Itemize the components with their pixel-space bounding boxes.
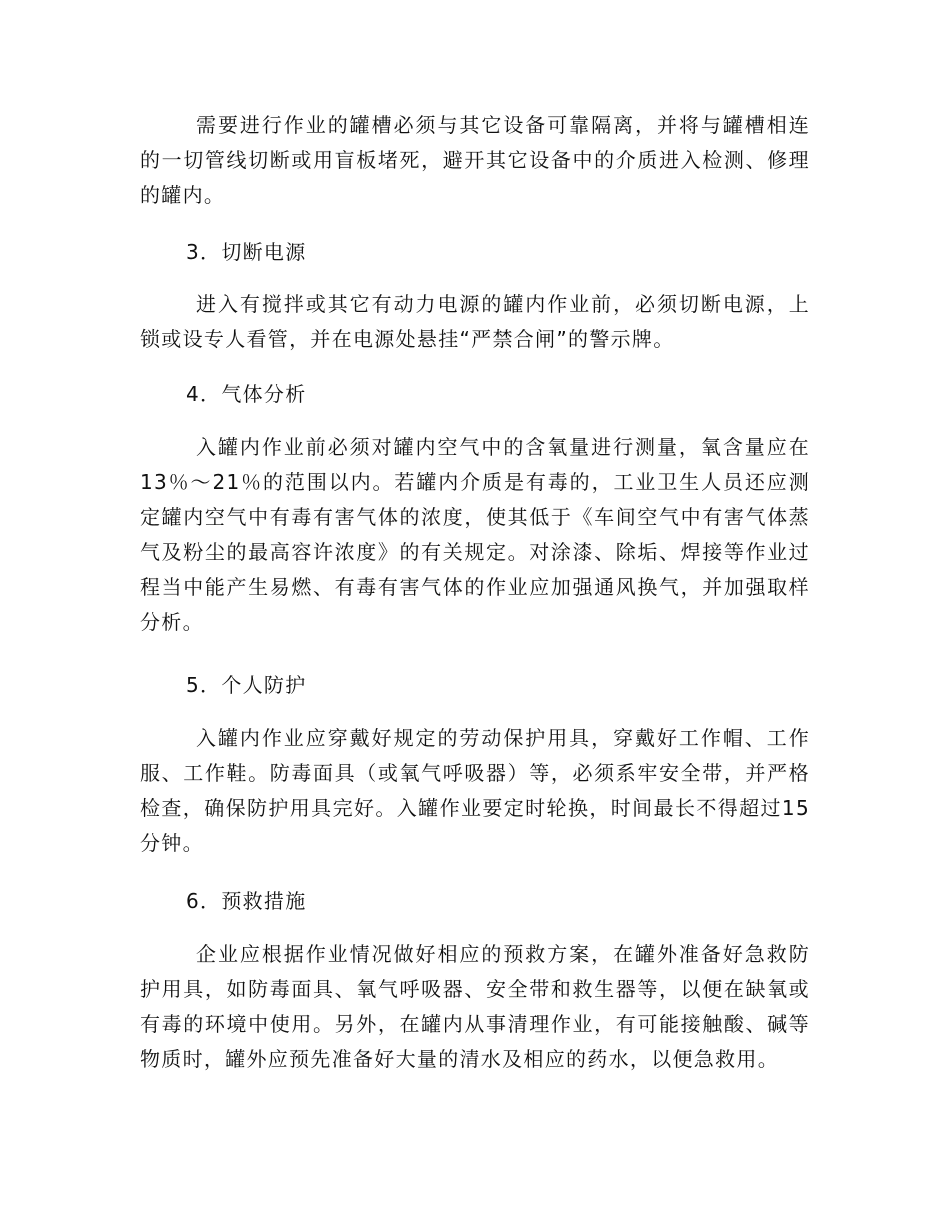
paragraph-rescue-measures: 企业应根据作业情况做好相应的预救方案，在罐外准备好急救防护用具，如防毒面具、氧气呼吸器、安全带和救生器等，以便在缺氧或有毒的环境中使用。另外，在罐内从事清理作业，有可能接触酸、碱等物质时，罐外应预先准备好大量的清水及相应的药水，以便急救用。 [140, 942, 810, 1071]
heading-cut-power: 3．切断电源 [186, 240, 307, 264]
heading-gas-analysis: 4．气体分析 [186, 382, 307, 406]
paragraph-cut-power: 进入有搅拌或其它有动力电源的罐内作业前，必须切断电源，上锁或设专人看管，并在电源处悬挂“严禁合闸”的警示牌。 [140, 292, 810, 351]
paragraph-personal-protection: 入罐内作业应穿戴好规定的劳动保护用具，穿戴好工作帽、工作服、工作鞋。防毒面具（或氧气呼吸器）等，必须系牢安全带，并严格检查，确保防护用具完好。入罐作业要定时轮换，时间最长不得超过15分钟。 [140, 726, 810, 855]
paragraph-gas-analysis: 入罐内作业前必须对罐内空气中的含氧量进行测量，氧含量应在13％～21％的范围以内。若罐内介质是有毒的，工业卫生人员还应测定罐内空气中有毒有害气体的浓度，使其低于《车间空气中有害气体蒸气及粉尘的最高容许浓度》的有关规定。对涂漆、除垢、焊接等作业过程当中能产生易燃、有毒有害气体的作业应加强通风换气，并加强取样分析。 [140, 435, 810, 634]
heading-rescue-measures: 6．预救措施 [186, 889, 307, 913]
heading-personal-protection: 5．个人防护 [186, 673, 307, 697]
paragraph-isolation: 需要进行作业的罐槽必须与其它设备可靠隔离，并将与罐槽相连的一切管线切断或用盲板堵死，避开其它设备中的介质进入检测、修理的罐内。 [140, 113, 810, 207]
